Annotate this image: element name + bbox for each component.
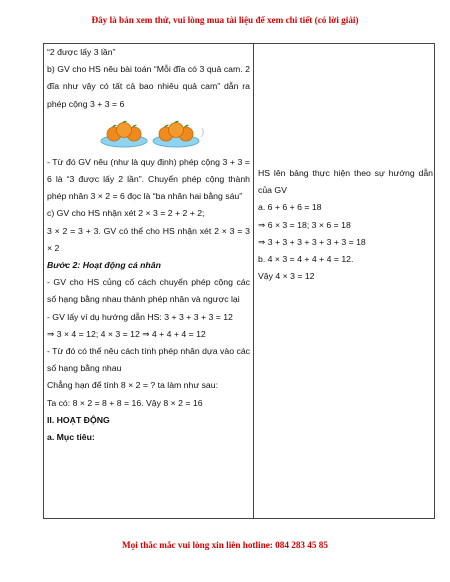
text-line: ⇒ 3 × 4 = 12; 4 × 3 = 12 ⇒ 4 + 4 + 4 = 12 (47, 328, 206, 339)
text-paragraph: - Từ đó có thể nêu cách tính phép nhân dựa vào các số hạng bằng nhau (47, 346, 250, 374)
text-paragraph: - GV cho HS củng cố cách chuyển phép cộng các số hạng bằng nhau thành phép nhân và ngược lại (47, 277, 250, 305)
orange-plates-illustration (47, 115, 250, 150)
teacher-activity-column (47, 44, 250, 446)
subsection-heading: a. Mục tiêu: (47, 432, 95, 443)
plate-right (153, 121, 203, 147)
text-line: c) GV cho HS nhận xét 2 × 3 = 2 + 2 + 2; (47, 208, 205, 219)
column-divider (253, 44, 254, 518)
text-line: “2 được lấy 3 lần” (47, 47, 116, 57)
text-paragraph: HS lên bảng thực hiện theo sự hướng dẫn của GV (258, 168, 433, 196)
plate-left (101, 121, 147, 147)
text-paragraph: 3 × 2 = 3 + 3. GV có thể cho HS nhận xét 2 × 3 = 3 × 2 (47, 225, 250, 253)
text-line: Chẳng hạn để tính 8 × 2 = ? ta làm như sau: (47, 380, 218, 391)
text-line: ⇒ 6 × 3 = 18; 3 × 6 = 18 (258, 219, 351, 230)
text-line: Vậy 4 × 3 = 12 (258, 271, 315, 282)
step-heading: Bước 2: Hoạt động cá nhân (47, 260, 161, 271)
text-line: - GV lấy ví dụ hướng dẫn HS: 3 + 3 + 3 + 3 = 12 (47, 311, 233, 322)
text-paragraph: b) GV cho HS nêu bài toán “Mỗi đĩa có 3 quả cam. 2 đĩa như vậy có tất cả bao nhiêu quả cam” dẫn ra phép cộng 3 + 3 = 6 (47, 64, 250, 109)
section-heading: II. HOẠT ĐỘNG (47, 414, 110, 425)
student-activity-column (258, 44, 433, 285)
text-line: b. 4 × 3 = 4 + 4 + 4 = 12. (258, 254, 354, 265)
preview-banner: Đây là bản xem thử, vui lòng mua tài liệu để xem chi tiết (có lời giải) (91, 15, 359, 25)
hotline-banner: Mọi thắc mắc vui lòng xin liên hotline: 084 283 45 85 (122, 540, 328, 550)
lesson-table (43, 43, 435, 519)
text-paragraph: - Từ đó GV nêu (như là quy định) phép cộng 3 + 3 = 6 là “3 được lấy 2 lần”. Chuyển phép cộng thành phép nhân 3 × 2 = 6 đọc là “ba nhân hai bằng sáu” (47, 156, 250, 202)
text-line: a. 6 + 6 + 6 = 18 (258, 202, 322, 213)
text-line: Ta có: 8 × 2 = 8 + 8 = 16. Vậy 8 × 2 = 16 (47, 397, 203, 408)
text-line: ⇒ 3 + 3 + 3 + 3 + 3 + 3 = 18 (258, 236, 366, 247)
